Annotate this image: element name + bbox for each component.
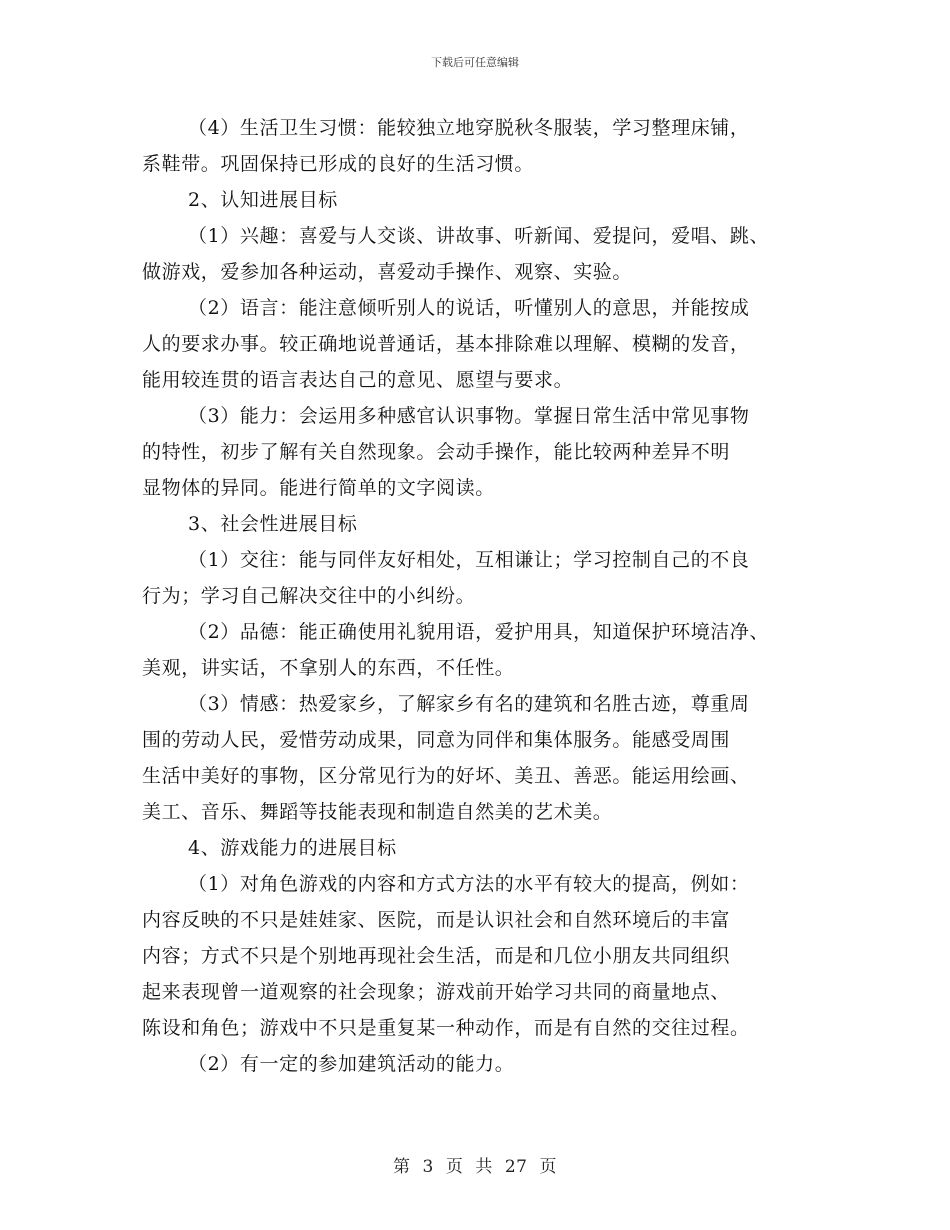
paragraph-line: 内容；方式不只是个别地再现社会生活，而是和几位小朋友共同组织 [142, 945, 731, 967]
paragraph-line: （4）生活卫生习惯：能较独立地穿脱秋冬服装，学习整理床铺， [188, 117, 750, 139]
paragraph-line: 3、社会性进展目标 [188, 513, 358, 535]
paragraph-line: 做游戏，爱参加各种运动，喜爱动手操作、观察、实验。 [142, 261, 633, 283]
paragraph-line: （2）有一定的参加建筑活动的能力。 [188, 1053, 515, 1075]
paragraph-line: （1）交往：能与同伴友好相处，互相谦让；学习控制自己的不良 [188, 549, 750, 571]
paragraph-line: （1）兴趣：喜爱与人交谈、讲故事、听新闻、爱提问，爱唱、跳、 [188, 225, 770, 247]
paragraph-line: 内容反映的不只是娃娃家、医院，而是认识社会和自然环境后的丰富 [142, 909, 731, 931]
paragraph-line: 4、游戏能力的进展目标 [188, 837, 397, 859]
paragraph-line: （1）对角色游戏的内容和方式方法的水平有较大的提高，例如： [188, 873, 750, 895]
paragraph-line: 能用较连贯的语言表达自己的意见、愿望与要求。 [142, 369, 574, 391]
paragraph-line: 美观，讲实话，不拿别人的东西，不任性。 [142, 657, 515, 679]
page-header: 下载后可任意编辑 [431, 56, 519, 69]
paragraph-line: 2、认知进展目标 [188, 189, 338, 211]
footer-suffix: 页 [539, 1157, 557, 1177]
paragraph-line: 行为；学习自己解决交往中的小纠纷。 [142, 585, 476, 607]
paragraph-line: （2）品德：能正确使用礼貌用语，爱护用具，知道保护环境洁净、 [188, 621, 770, 643]
paragraph-line: （3）情感：热爱家乡，了解家乡有名的建筑和名胜古迹，尊重周 [188, 693, 750, 715]
paragraph-line: 美工、音乐、舞蹈等技能表现和制造自然美的艺术美。 [142, 801, 613, 823]
document-body [142, 110, 832, 1082]
footer-total-label: 共 [475, 1157, 493, 1177]
footer-prefix: 第 [393, 1157, 411, 1177]
total-page-number: 27 [504, 1157, 528, 1177]
paragraph-line: 显物体的异同。能进行简单的文字阅读。 [142, 477, 495, 499]
paragraph-line: 的特性，初步了解有关自然现象。会动手操作，能比较两种差异不明 [142, 441, 731, 463]
paragraph-line: （3）能力：会运用多种感官认识事物。掌握日常生活中常见事物 [188, 405, 750, 427]
paragraph-line: 起来表现曾一道观察的社会现象；游戏前开始学习共同的商量地点、 [142, 981, 731, 1003]
paragraph-line: 系鞋带。巩固保持已形成的良好的生活习惯。 [142, 153, 535, 175]
footer-page-label: 页 [445, 1157, 464, 1177]
paragraph-line: 围的劳动人民，爱惜劳动成果，同意为同伴和集体服务。能感受周围 [142, 729, 731, 751]
paragraph-line: （2）语言：能注意倾听别人的说话，听懂别人的意思，并能按成 [188, 297, 750, 319]
paragraph-line: 人的要求办事。较正确地说普通话，基本排除难以理解、模糊的发音， [142, 333, 750, 355]
current-page-number: 3 [422, 1157, 434, 1177]
page-footer [0, 1152, 950, 1177]
paragraph-line: 生活中美好的事物，区分常见行为的好坏、美丑、善恶。能运用绘画、 [142, 765, 750, 787]
paragraph-line: 陈设和角色；游戏中不只是重复某一种动作，而是有自然的交往过程。 [142, 1017, 750, 1039]
